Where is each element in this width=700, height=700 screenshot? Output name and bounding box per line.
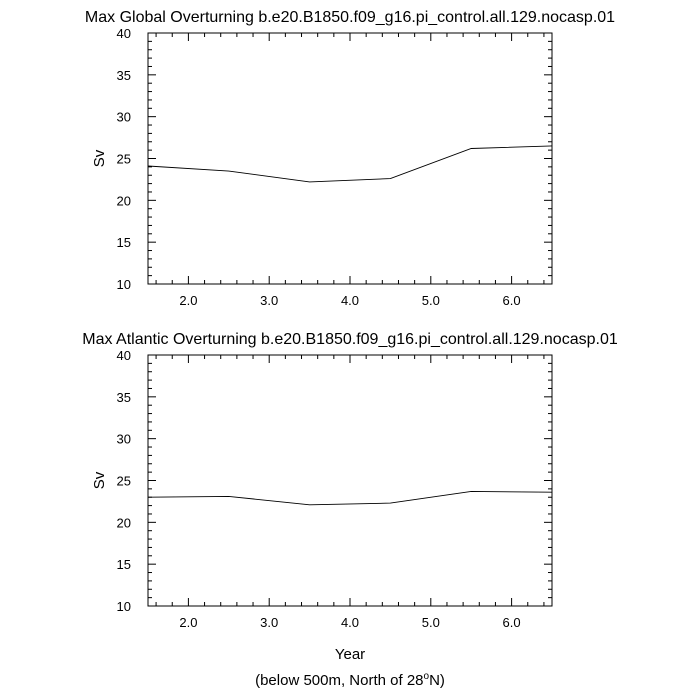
series-line xyxy=(148,491,552,504)
y-tick-label: 25 xyxy=(116,473,131,489)
x-tick-label: 2.0 xyxy=(179,293,198,308)
y-tick-label: 15 xyxy=(116,235,131,251)
y-tick-label: 10 xyxy=(116,277,131,292)
x-tick-label: 6.0 xyxy=(502,293,521,308)
y-tick-label: 35 xyxy=(116,67,131,83)
x-axis-label: Year xyxy=(334,646,366,663)
y-axis-label: Sv xyxy=(91,149,108,168)
chart-title: Max Atlantic Overturning b.e20.B1850.f09_g16.pi_control.all.129.nocasp.01 xyxy=(82,331,618,348)
chart-title: Max Global Overturning b.e20.B1850.f09_g16.pi_control.all.129.nocasp.01 xyxy=(84,9,616,26)
y-tick-label: 30 xyxy=(116,109,131,125)
x-tick-label: 6.0 xyxy=(502,615,521,630)
y-tick-label: 25 xyxy=(116,151,131,167)
global-overturning-chart xyxy=(85,9,615,308)
y-tick-label: 30 xyxy=(116,431,131,447)
series-line xyxy=(148,146,552,182)
plot-frame xyxy=(148,355,552,606)
y-tick-label: 20 xyxy=(116,193,131,209)
y-tick-label: 15 xyxy=(116,557,131,573)
footnote-degree: o xyxy=(423,671,430,682)
atlantic-overturning-chart xyxy=(82,331,618,663)
x-tick-label: 5.0 xyxy=(421,615,440,630)
plot-frame xyxy=(148,33,552,284)
footnote xyxy=(255,671,445,689)
footnote-suffix: N) xyxy=(429,672,445,689)
x-tick-label: 4.0 xyxy=(340,293,360,308)
y-tick-label: 10 xyxy=(116,599,131,614)
x-tick-label: 2.0 xyxy=(179,615,198,630)
footnote-prefix: (below 500m, North of 28 xyxy=(255,672,424,689)
y-tick-label: 40 xyxy=(116,348,131,363)
y-tick-label: 35 xyxy=(116,389,131,405)
y-tick-label: 20 xyxy=(116,515,131,531)
x-tick-label: 3.0 xyxy=(260,293,279,308)
y-tick-label: 40 xyxy=(116,26,131,41)
x-tick-label: 5.0 xyxy=(421,293,440,308)
x-tick-label: 4.0 xyxy=(340,615,360,630)
y-axis-label: Sv xyxy=(91,471,108,490)
x-tick-label: 3.0 xyxy=(260,615,279,630)
